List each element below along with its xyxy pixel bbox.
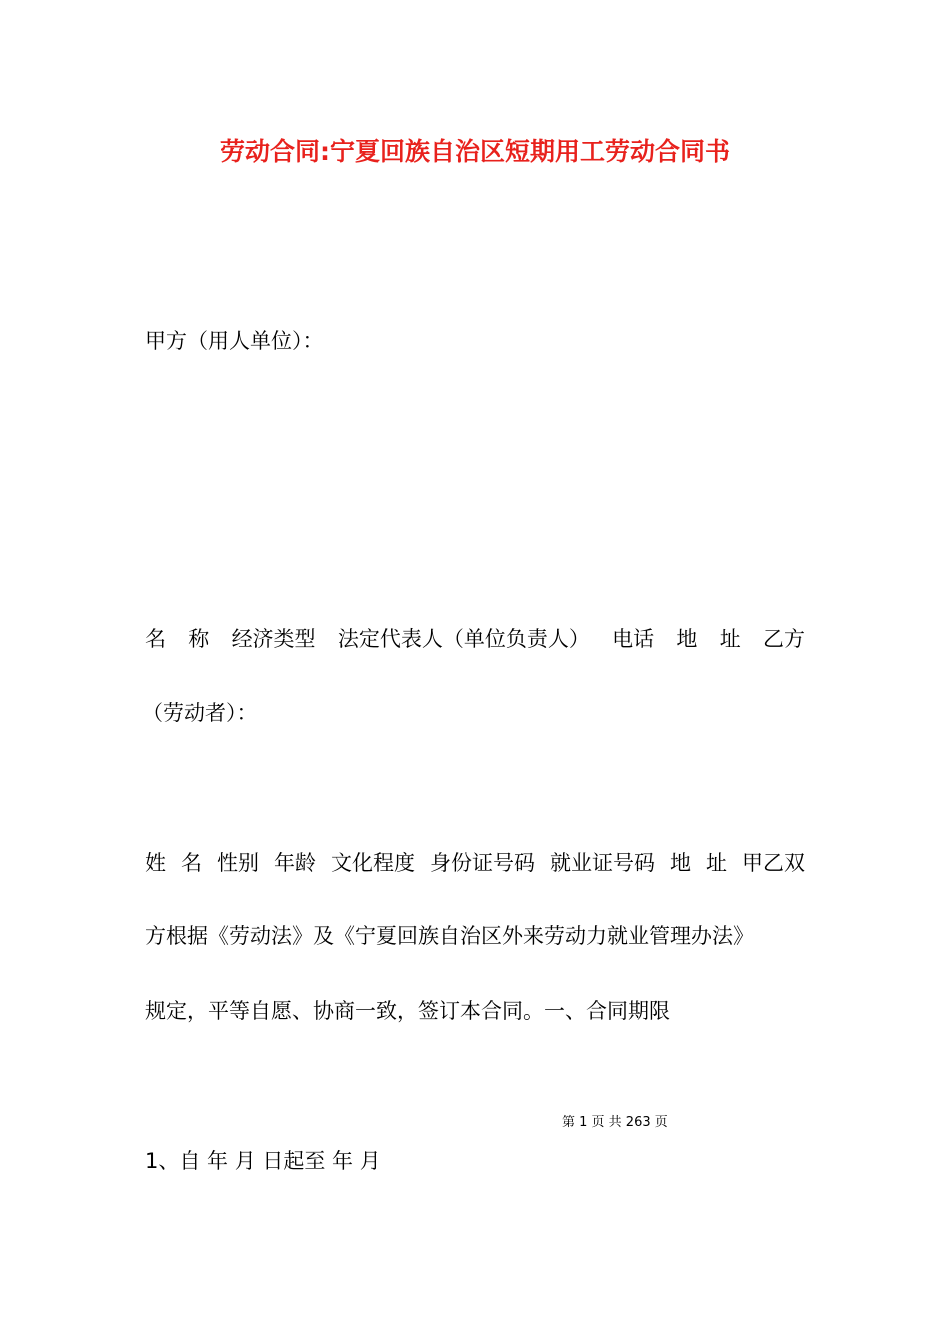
party-b-fields-row xyxy=(145,849,805,877)
field-economic-type: 经济类型 xyxy=(231,627,316,651)
party-b-label: （劳动者）： xyxy=(142,701,258,725)
field-address-2: 址 xyxy=(719,627,741,651)
field-id-number: 身份证号码 xyxy=(430,851,535,875)
party-a-fields-row xyxy=(145,625,805,653)
field-employment-cert: 就业证号码 xyxy=(550,851,655,875)
field-address-1: 地 xyxy=(676,627,698,651)
paragraph-line-1: 方根据《劳动法》及《宁夏回族自治区外来劳动力就业管理办法》 xyxy=(145,924,754,948)
page-footer: 第 1 页 共 263 页 xyxy=(562,1115,668,1130)
party-b-start: 乙方 xyxy=(762,627,805,651)
document-title: 劳动合同:宁夏回族自治区短期用工劳动合同书 xyxy=(220,137,730,166)
party-a-label: 甲方（用人单位）： xyxy=(145,329,324,353)
field-phone: 电话 xyxy=(612,627,655,651)
field-address-b-2: 址 xyxy=(706,851,727,875)
field-education: 文化程度 xyxy=(331,851,415,875)
field-address-b-1: 地 xyxy=(670,851,691,875)
field-name-1: 名 xyxy=(145,627,166,651)
paragraph-line-2: 规定，平等自愿、协商一致，签订本合同。一、合同期限 xyxy=(145,999,670,1023)
field-legal-representative: 法定代表人（单位负责人） xyxy=(337,627,590,651)
field-age: 年龄 xyxy=(274,851,316,875)
field-given-name: 名 xyxy=(181,851,202,875)
paragraph-start: 甲乙双 xyxy=(742,851,805,875)
field-gender: 性别 xyxy=(217,851,259,875)
contract-term-line: 1、自 年 月 日起至 年 月 xyxy=(145,1149,381,1173)
field-surname: 姓 xyxy=(145,851,166,875)
field-name-2: 称 xyxy=(188,627,210,651)
